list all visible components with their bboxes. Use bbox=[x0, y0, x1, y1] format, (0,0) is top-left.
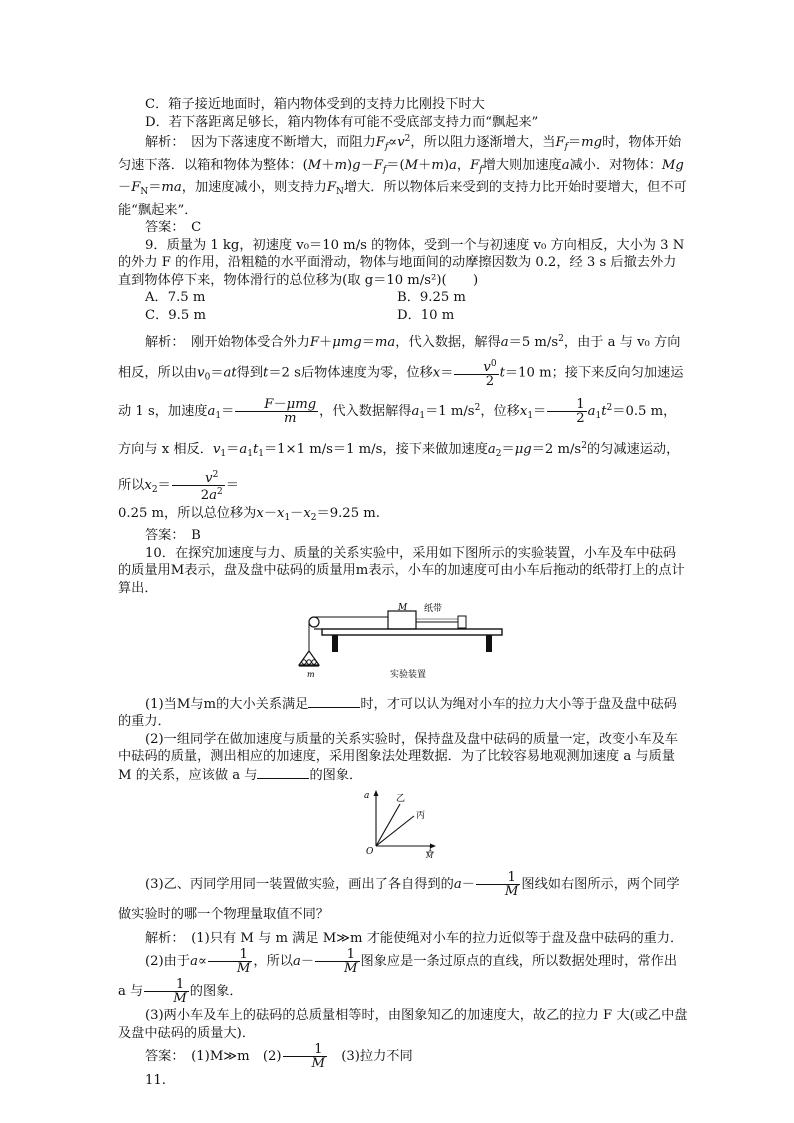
line-yi-label: 乙 bbox=[396, 794, 406, 804]
solution-10-part1: 解析： (1)只有 M 与 m 满足 M≫m 才能使绳对小车的拉力近似等于盘及盘中砝码的重力． bbox=[145, 930, 684, 946]
question-9: 9．质量为 1 kg，初速度 v₀＝10 m/s 的物体，受到一个与初速度 v₀ 方向相反，大小为 3 N 的外力 F 的作用，沿粗糙的水平面滑动，物体与地面间的动摩擦因数为 0.2，经 3 s 后撤去外力直到物体停下来，物体滑行的总位移为(取 g＝10 m/s²)( ) bbox=[118, 237, 685, 288]
option-c: C．箱子接近地面时，箱内物体受到的支持力比刚投下时大 bbox=[145, 97, 485, 112]
solution-8: 解析： 因为下落速度不断增大，而阻力$F_f\propto v^2$，所以阻力逐渐增大，当$F_f=mg$时，物体开始匀速下落．以箱和物体为整体：$(M+m)g-F_f=(M+m)a$，$F_f$增大则加速度a减小．对物体：$Mg-F_N=ma$，加速度减小，则支持力$F_N$增大．所以物体后来受到的支持力比开始时要增大，但不可能“飘起来”． bbox=[118, 134, 687, 218]
label-M: M bbox=[398, 603, 408, 613]
answer-10: 答案： (1)M≫m (2) $\frac{1}{M}$ (3)拉力不同 bbox=[145, 1042, 413, 1071]
question-10-part1: (1)当M与m的大小关系满足 时，才可以认为绳对小车的拉力大小等于盘及盘中砝码的重力． bbox=[118, 696, 677, 729]
solution-10-part2: (2)由于a∝ $\frac{1}{M}$ ，所以a－ $\frac{1}{M}$ 图象应是一条过原点的直线，所以数据处理时，常作出 a 与 $\frac{1}{M}$ 的图象． bbox=[118, 947, 678, 1006]
axis-x-numerator: 1 bbox=[428, 845, 433, 853]
question-10-part3: (3)乙、丙同学用同一装置做实验，画出了各自得到的a－ $\frac{1}{M}$ 图线如右图所示，两个同学做实验时的哪一个物理量取值不同？ bbox=[118, 869, 680, 922]
apparatus-diagram bbox=[288, 601, 518, 683]
line-bing-label: 丙 bbox=[416, 811, 426, 821]
question-11-number: 11. bbox=[145, 1073, 166, 1088]
solution-9: 解析： 刚开始物体受合外力F＋μmg＝ma，代入数据，解得a＝5 $m/s^2$，由于 a 与 v₀ 方向相反，所以由$v_0=at$得到t＝2 s后物体速度为零，位移x＝ $\frac{v^0}{2}$ t＝10 m；接下来反向匀加速运动 1 s，加速度$a_1=$ F－μmg m ，代入数据解得$a_1=1$ $m/s^2$，位移$x_1=$ $\frac{1}{2}$ $a_1t^2=0.5$ m，方向与 x 相反．$v_1=a_1t_1=1\times 1$ m/s＝1 m/s，接下来做加速度$a_2=\mu g=2$ $m/s^2$的匀减速运动，所以$x_2=$ $\frac{v^2}{2a^2}$ ＝ bbox=[118, 334, 684, 503]
solution-10-part3: (3)两小车及车上的砝码的总质量相等时，由图象知乙的加速度大，故乙的拉力 F 大(或乙中盘及盘中砝码的质量大)． bbox=[118, 1008, 688, 1041]
figure-caption: 实验装置 bbox=[390, 670, 427, 680]
question-10-part2: (2)一组同学在做加速度与质量的关系实验时，保持盘及盘中砝码的质量一定，改变小车及车中砝码的质量，测出相应的加速度，采用图象法处理数据．为了比较容易地观测加速度 a 与质量 M 的关系，应该做 a 与 的图象． bbox=[118, 731, 678, 783]
graph-figure bbox=[118, 788, 688, 864]
options-9-cd: C．9.5 m D．10 m bbox=[145, 307, 455, 323]
label-tape: 纸带 bbox=[424, 604, 443, 614]
document-page bbox=[118, 96, 688, 1090]
axis-a-label: a bbox=[364, 791, 370, 801]
answer-8: 答案： C bbox=[145, 220, 202, 235]
label-m: m bbox=[307, 670, 315, 679]
option-d: D．若下落距离足够长，箱内物体有可能不受底部支持力而“飘起来” bbox=[145, 114, 539, 130]
options-9-ab: A．7.5 m B．9.25 m bbox=[145, 290, 466, 305]
apparatus-figure bbox=[118, 601, 688, 689]
a-vs-inverse-M-graph bbox=[348, 788, 458, 858]
question-10: 10．在探究加速度与力、质量的关系实验中，采用如下图所示的实验装置，小车及车中砝码的质量用M表示，盘及盘中砝码的质量用m表示，小车的加速度可由小车后拖动的纸带打上的点计算出． bbox=[118, 545, 685, 596]
axis-x-denominator: M bbox=[426, 852, 434, 858]
origin-label: O bbox=[366, 847, 374, 857]
solution-9-end: 0.25 m，所以总位移为$x-x_1-x_2=9.25$ m. bbox=[118, 505, 380, 523]
answer-9: 答案： B bbox=[145, 528, 201, 543]
